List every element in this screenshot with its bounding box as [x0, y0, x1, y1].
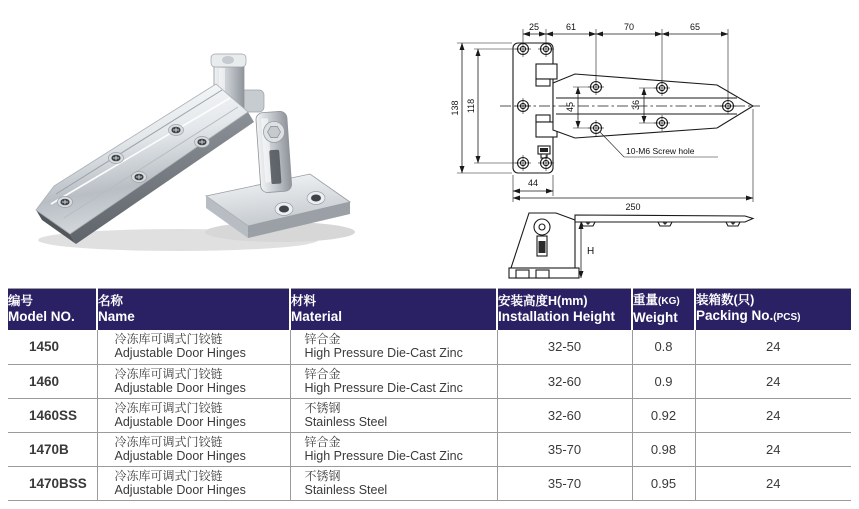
- plan-view: [450, 22, 760, 212]
- dim-h: H: [587, 246, 595, 257]
- material-en: High Pressure Die-Cast Zinc: [304, 448, 463, 463]
- material-cell: [290, 364, 497, 398]
- header-packing-unit: (PCS): [773, 312, 801, 323]
- model-cell: 1460: [8, 364, 97, 398]
- name-zh: 冷冻库可调式门铰链: [114, 332, 223, 347]
- material-en: Stainless Steel: [304, 482, 388, 497]
- height-cell: 35-70: [497, 432, 632, 466]
- product-photo: [18, 28, 418, 278]
- packing-cell: 24: [695, 364, 851, 398]
- name-cell: [97, 364, 290, 398]
- header-name-en: Name: [98, 309, 135, 324]
- name-cell: [97, 330, 290, 364]
- header-name-zh: 名称: [98, 294, 124, 308]
- material-zh: 锌合金: [304, 366, 341, 381]
- packing-cell: 24: [695, 466, 851, 500]
- model-cell: 1470B: [8, 432, 97, 466]
- header-weight-zh: 重量: [633, 293, 659, 307]
- header-weight-en: Weight: [633, 310, 678, 325]
- header-model-zh: 编号: [8, 294, 34, 308]
- dim-44: 44: [527, 178, 539, 188]
- table-row: [8, 398, 851, 432]
- dimension-drawing: [448, 8, 858, 284]
- height-cell: 32-60: [497, 398, 632, 432]
- material-cell: [290, 330, 497, 364]
- material-zh: 锌合金: [304, 434, 341, 449]
- weight-cell: 0.92: [632, 398, 695, 432]
- weight-cell: 0.95: [632, 466, 695, 500]
- height-cell: 32-50: [497, 330, 632, 364]
- weight-cell: 0.8: [632, 330, 695, 364]
- height-cell: 32-60: [497, 364, 632, 398]
- header-material-zh: 材料: [291, 294, 317, 308]
- name-cell: [97, 466, 290, 500]
- dim-25: 25: [528, 22, 540, 32]
- header-weight-unit: (KG): [658, 296, 680, 307]
- material-zh: 锌合金: [304, 332, 341, 347]
- material-zh: 不锈钢: [304, 400, 341, 415]
- dim-250: 250: [625, 202, 641, 212]
- header-height-en: Installation Height: [498, 309, 616, 324]
- name-zh: 冷冻库可调式门铰链: [114, 400, 223, 415]
- base-screw-hole: [307, 192, 325, 205]
- col-header-model: [8, 289, 97, 331]
- name-zh: 冷冻库可调式门铰链: [114, 434, 223, 449]
- spec-table: [8, 288, 851, 501]
- material-zh: 不锈钢: [304, 468, 341, 483]
- dim-138: 138: [450, 100, 460, 116]
- packing-cell: 24: [695, 398, 851, 432]
- hinge-strap: [36, 84, 254, 244]
- hex-bolt: [264, 122, 285, 143]
- name-zh: 冷冻库可调式门铰链: [114, 366, 223, 381]
- dim-45: 45: [565, 101, 575, 113]
- name-en: Adjustable Door Hinges: [114, 448, 246, 463]
- material-en: High Pressure Die-Cast Zinc: [304, 380, 463, 395]
- dimension-left: [450, 43, 517, 173]
- name-zh: 冷冻库可调式门铰链: [114, 468, 223, 483]
- header-packing-zh: 装箱数(只): [696, 293, 755, 307]
- side-strap-screws: [581, 222, 740, 226]
- material-en: High Pressure Die-Cast Zinc: [304, 346, 463, 361]
- dim-61: 61: [565, 22, 577, 32]
- dim-36: 36: [631, 99, 641, 111]
- dim-65: 65: [689, 22, 701, 32]
- name-en: Adjustable Door Hinges: [114, 414, 246, 429]
- material-cell: [290, 432, 497, 466]
- model-cell: 1450: [8, 330, 97, 364]
- name-en: Adjustable Door Hinges: [114, 380, 246, 395]
- packing-cell: 24: [695, 330, 851, 364]
- weight-cell: 0.98: [632, 432, 695, 466]
- table-row: [8, 330, 851, 364]
- model-cell: 1470BSS: [8, 466, 97, 500]
- header-row: [8, 289, 851, 331]
- base-screw-hole: [275, 203, 293, 216]
- weight-cell: 0.9: [632, 364, 695, 398]
- material-en: Stainless Steel: [304, 414, 388, 429]
- screw-note-label: 10-M6 Screw hole: [626, 146, 695, 156]
- header-material-en: Material: [291, 309, 343, 324]
- header-height-zh: 安装高度H(mm): [498, 294, 588, 308]
- model-cell: 1460SS: [8, 398, 97, 432]
- screw-hole-note: [600, 132, 718, 157]
- col-header-height: [497, 289, 632, 331]
- packing-cell: 24: [695, 432, 851, 466]
- col-header-weight: [632, 289, 695, 331]
- height-cell: 35-70: [497, 466, 632, 500]
- material-cell: [290, 466, 497, 500]
- material-cell: [290, 398, 497, 432]
- header-packing-en: Packing No.: [696, 308, 774, 323]
- side-view: [509, 213, 753, 278]
- technical-drawing: [448, 8, 858, 284]
- name-en: Adjustable Door Hinges: [114, 482, 246, 497]
- dimension-h: [581, 222, 594, 278]
- col-header-name: [97, 289, 290, 331]
- dim-118: 118: [466, 98, 476, 114]
- table-row: [8, 364, 851, 398]
- name-cell: [97, 398, 290, 432]
- header-model-en: Model NO.: [8, 309, 75, 324]
- table-row: [8, 432, 851, 466]
- side-strap: [575, 215, 753, 222]
- dim-70: 70: [623, 22, 635, 32]
- col-header-packing: [695, 289, 851, 331]
- table-row: [8, 466, 851, 500]
- name-en: Adjustable Door Hinges: [114, 346, 246, 361]
- hinge-photo-illustration: [18, 28, 418, 278]
- col-header-material: [290, 289, 497, 331]
- name-cell: [97, 432, 290, 466]
